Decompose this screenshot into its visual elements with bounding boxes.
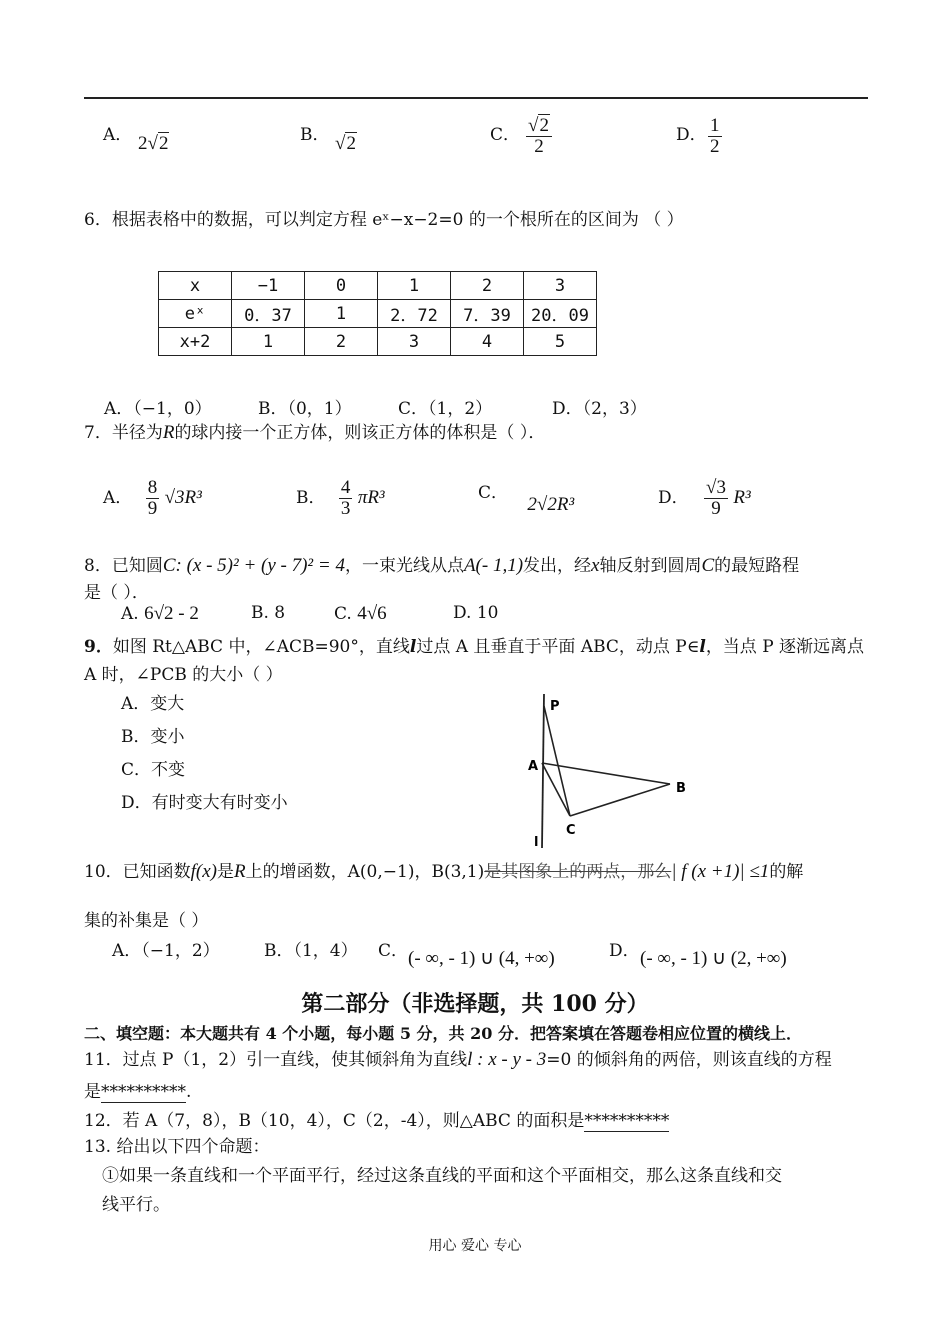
q6-option-d: D．（2，3） [552,399,647,419]
q10-d-expr: (- ∞, - 1) ∪ (2, +∞) [640,948,787,969]
table-cell: eˣ [159,300,232,328]
segment-ac [542,763,570,816]
q12-answer-blank: ********** [584,1111,670,1131]
q6-option-a: A．（−1，0） [104,399,212,419]
line-l [542,694,544,848]
q7-option-a: A． $\frac{8}{9}$ √3R³ [103,477,202,519]
q10-option-d: D． [609,941,640,961]
q11-line1: 11．过点 P（1，2）引一直线，使其倾斜角为直线l : x - y - 3=0 的倾斜角的两倍，则该直线的方程 [84,1049,832,1070]
q5-c-expr: $\frac{√2}{2}$ [526,116,552,157]
q7-stem: 7．半径为R的球内接一个正方体，则该正方体的体积是（ ）． [84,422,546,443]
table-cell: 0 [305,272,378,300]
q9-line1: 9．如图 Rt△ABC 中，∠ACB=90°，直线l过点 A 且垂直于平面 ABC，动点 P∈l，当点 P 逐渐远离点 [84,637,865,657]
part2-title: 第二部分（非选择题，共 100 分） [301,991,649,1017]
q8-line2: 是（ ）． [84,583,149,603]
q9-option-a: A．变大 [121,694,185,714]
table-cell: x [159,272,232,300]
table-cell: 1 [378,272,451,300]
label-b: B [676,781,686,796]
table-cell: −1 [232,272,305,300]
q9-line2: A 时，∠PCB 的大小（ ） [84,665,283,685]
q5-option-d: D． [676,125,707,145]
table-row [159,328,597,356]
q8-option-c: C. 4√6 [334,603,387,624]
q9-option-b: B．变小 [121,727,185,747]
q6-stem: 6．根据表格中的数据，可以判定方程 eˣ−x−2=0 的一个根所在的区间为 （ ） [84,210,684,230]
q7-option-d: D． $\frac{√3}{9}$ R³ [658,477,751,519]
q8-option-d: D. 10 [453,603,499,623]
q10-option-a: A．（−1，2） [112,941,220,961]
table-row [159,300,597,328]
table-cell: x+2 [159,328,232,356]
q5-option-c: C． [490,125,521,145]
q10-line1: 10．已知函数f(x)是R上的增函数，A(0,−1)，B(3,1)是其图象上的两点，那么| f (x +1)| ≤1的解 [84,861,804,882]
q6-option-c: C．（1，2） [398,399,493,419]
table-cell: 7．39 [451,300,524,328]
table-cell: 4 [451,328,524,356]
label-p: P [550,699,560,714]
label-c: C [566,823,576,838]
top-rule [84,97,868,99]
q13-stem: 13. 给出以下四个命题： [84,1137,270,1157]
q5-d-expr: $\frac{1}{2}$ [710,115,720,157]
q6-option-b: B．（0，1） [258,399,352,419]
q8-line1: 8．已知圆C: (x - 5)² + (y - 7)² = 4，一束光线从点A(- 1,1)发出，经x轴反射到圆周C的最短路程 [84,555,800,576]
segment-cb [570,784,670,816]
q9-option-d: D．有时变大有时变小 [121,793,288,813]
part2-section-heading: 二、填空题：本大题共有 4 个小题，每小题 5 分，共 20 分．把答案填在答题卷相应位置的横线上． [84,1024,802,1043]
q6-table [158,271,597,356]
q13-item1-line2: 线平行。 [102,1195,170,1215]
q7-option-b: B． $\frac{4}{3}$ πR³ [296,477,385,519]
q7-option-c: C． 2√2R³ [478,483,575,515]
q10-c-expr: (- ∞, - 1) ∪ (4, +∞) [408,948,555,969]
table-cell: 2 [451,272,524,300]
table-cell: 3 [524,272,597,300]
q12-line: 12．若 A（7，8），B（10，4），C（2，-4），则△ABC 的面积是********** [84,1111,670,1131]
table-row [159,272,597,300]
q9-option-c: C．不变 [121,760,186,780]
table-cell: 1 [305,300,378,328]
q11-line2: 是**********. [84,1082,192,1102]
label-l: l [534,835,539,850]
table-cell: 2．72 [378,300,451,328]
q10-line2: 集的补集是（ ） [84,911,209,931]
q10-option-c: C． [378,941,409,961]
q8-option-b: B. 8 [251,603,286,623]
segment-pc [544,706,570,816]
q5-option-b: B． [300,125,330,145]
q9-figure [520,688,710,853]
table-cell: 20．09 [524,300,597,328]
label-a: A [528,759,539,774]
table-cell: 5 [524,328,597,356]
q5-b-expr: √2 [335,133,356,154]
q13-item1-line1: ①如果一条直线和一个平面平行，经过这条直线的平面和这个平面相交，那么这条直线和交 [102,1166,782,1186]
q10-option-b: B．（1，4） [264,941,358,961]
q5-a-expr: 2√2 [138,133,169,154]
table-cell: 1 [232,328,305,356]
page-footer: 用心 爱心 专心 [428,1238,522,1254]
q11-answer-blank: ********** [101,1082,186,1102]
table-cell: 3 [378,328,451,356]
table-cell: 0．37 [232,300,305,328]
q5-option-a [103,120,132,145]
q5-a-label: A． [103,125,133,145]
table-cell: 2 [305,328,378,356]
q8-option-a: A. 6√2 - 2 [121,603,199,624]
